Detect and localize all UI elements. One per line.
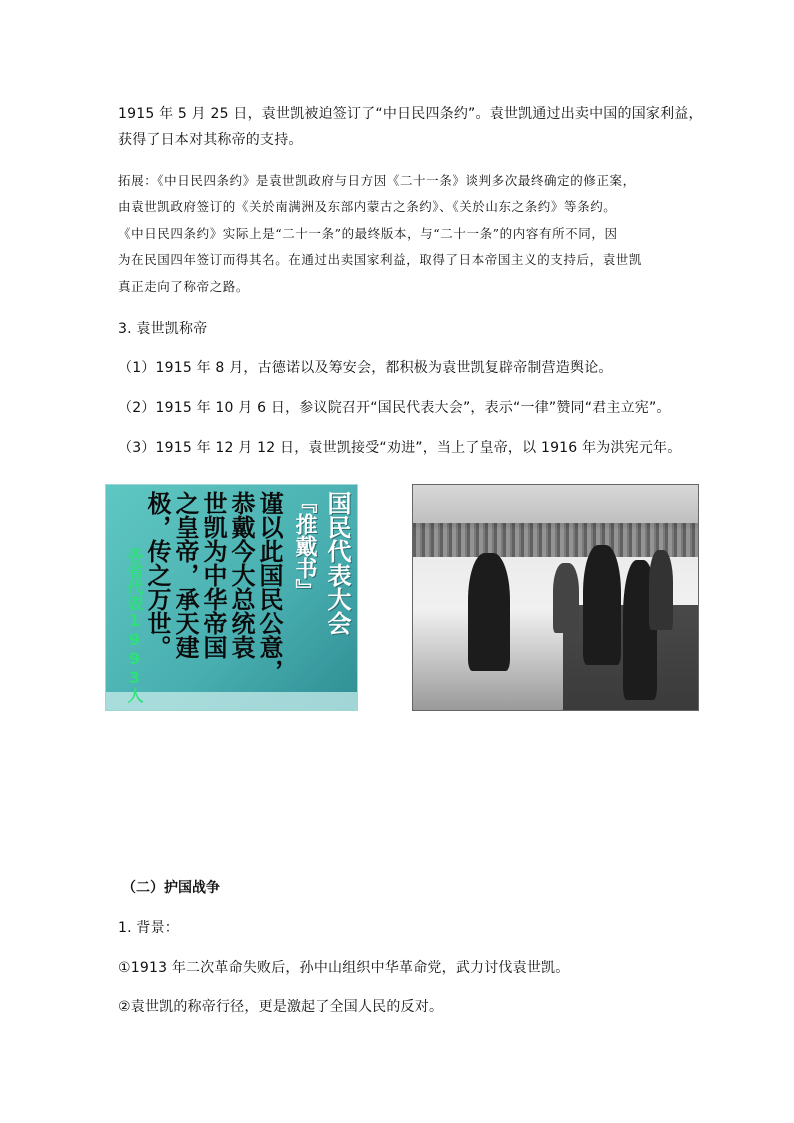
coronation-photo — [412, 484, 699, 711]
poster-text-col2: 恭戴今大总统袁 — [227, 491, 255, 659]
paragraph-treaty-line1: 1915 年 5 月 25 日，袁世凯被迫签订了“中日民四条约”。袁世凯通过出卖中国的国家利益， — [118, 106, 703, 122]
list-item-3: （3）1915 年 12 月 12 日，袁世凯接受“劝进”，当上了皇帝，以 1916 年为洪宪元年。 — [118, 440, 682, 456]
photo-figure-center — [583, 545, 621, 665]
poster-subtitle: 『推戴书』 — [292, 491, 317, 601]
background-item-2: ②袁世凯的称帝行径，更是激起了全国人民的反对。 — [118, 999, 444, 1015]
poster-text-col3: 世凯为中华帝国 — [199, 491, 227, 659]
photo-figure-left — [468, 553, 510, 671]
section-3-title: 3. 袁世凯称帝 — [118, 321, 208, 337]
background-item-1: ①1913 年二次革命失败后，孙中山组织中华革命党，武力讨伐袁世凯。 — [118, 960, 570, 976]
extension-line4: 为在民国四年签订而得其名。在通过出卖国家利益，取得了日本帝国主义的支持后，袁世凯 — [118, 252, 643, 267]
photo-figure-far-right — [649, 550, 673, 630]
poster-title: 国民代表大会 — [323, 491, 351, 635]
poster-signature: 各省代表1993人 — [125, 547, 144, 703]
extension-line3: 《中日民四条约》实际上是“二十一条”的最终版本，与“二十一条”的内容有所不同，因 — [118, 226, 618, 241]
poster-text-col5: 极，传之万世。 — [143, 491, 171, 659]
poster-text-col4: 之皇帝，承天建 — [171, 491, 199, 659]
extension-line5: 真正走向了称帝之路。 — [118, 279, 250, 294]
petition-poster-image — [105, 484, 358, 711]
extension-line2: 由袁世凯政府签订的《关於南满洲及东部内蒙古之条约》、《关於山东之条约》等条约。 — [118, 199, 617, 214]
list-item-2: （2）1915 年 10 月 6 日，参议院召开“国民代表大会”，表示“一律”赞同“君主立宪”。 — [118, 400, 671, 416]
extension-line1: 拓展：《中日民四条约》是袁世凯政府与日方因《二十一条》谈判多次最终确定的修正案， — [118, 173, 636, 188]
list-item-1: （1）1915 年 8 月，古德诺以及筹安会，都积极为袁世凯复辟帝制营造舆论。 — [118, 360, 613, 376]
photo-figure-middle — [553, 563, 579, 633]
paragraph-treaty-line2: 获得了日本对其称帝的支持。 — [118, 132, 303, 148]
background-title: 1. 背景： — [118, 920, 180, 936]
section-heading-2: （二）护国战争 — [122, 880, 220, 896]
poster-text-col1: 谨以此国民公意， — [255, 491, 283, 683]
